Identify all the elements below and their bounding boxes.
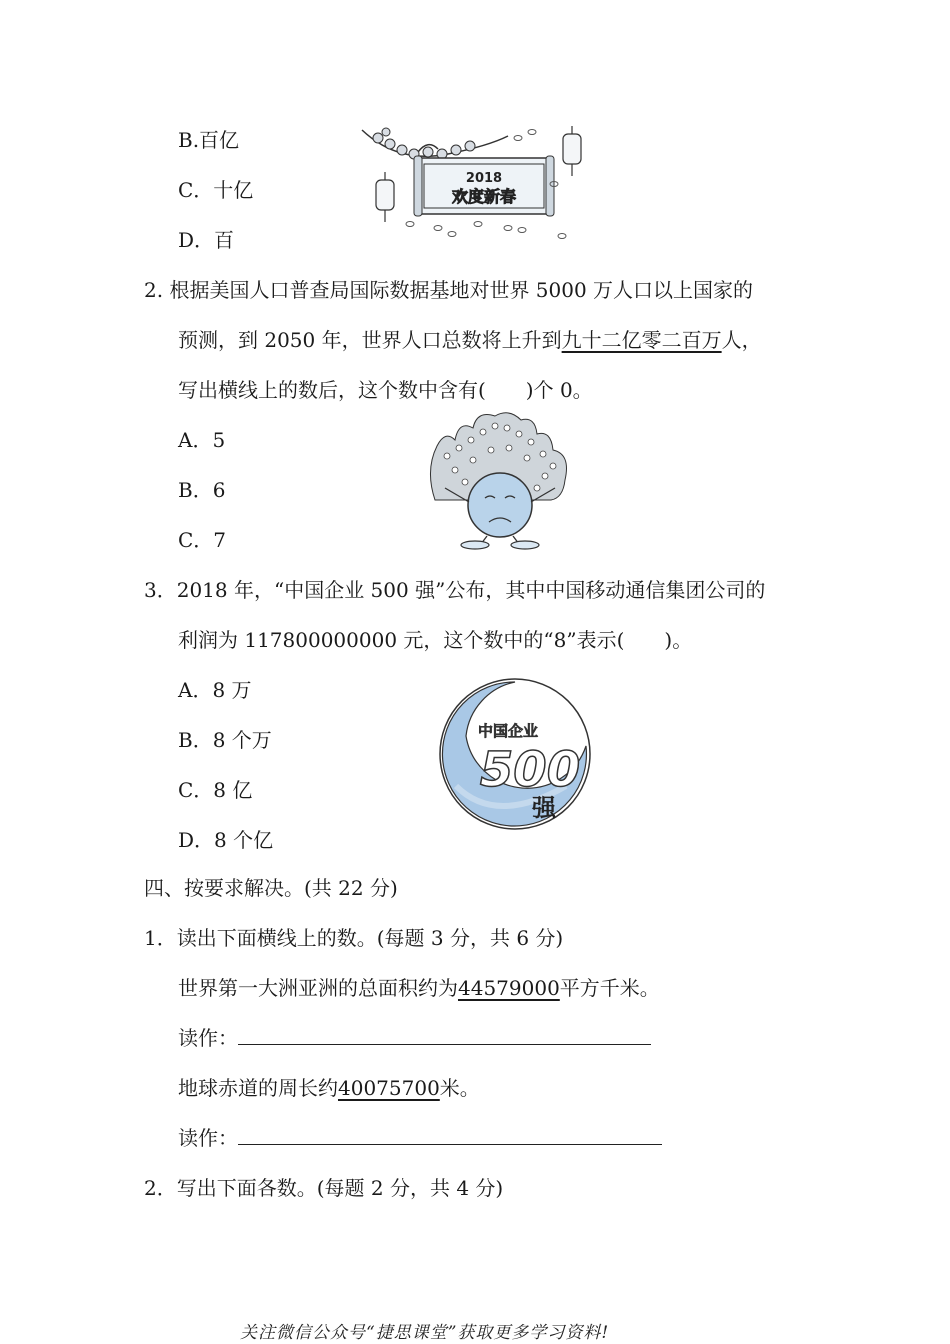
section-4-q2-title: 2．写出下面各数。(每题 2 分，共 4 分): [144, 1176, 504, 1200]
answer-line-1: [178, 1024, 651, 1052]
section-4-q1-title: 1．读出下面横线上的数。(每题 3 分，共 6 分): [144, 926, 564, 950]
read-label: 读作：: [178, 1126, 238, 1150]
badge-bottom-text: 强: [532, 794, 556, 822]
q2-line-3: 写出横线上的数后，这个数中含有( )个 0。: [178, 378, 593, 402]
q2-line-2-end: 人，: [721, 328, 762, 352]
q1-a-unit: 平方千米。: [559, 976, 660, 1000]
option-c: C．十亿: [178, 178, 254, 202]
q3-option-c: C．8 亿: [178, 778, 253, 802]
banner-text: 欢度新春: [451, 187, 517, 206]
section-4-q1-a: [178, 974, 660, 1002]
banner-year: 2018: [465, 171, 503, 186]
q3-line-2: 利润为 117800000000 元，这个数中的“8”表示( )。: [178, 628, 693, 652]
q2-underlined-number: 九十二亿零二百万: [561, 328, 722, 352]
new-year-banner-illustration: [358, 124, 588, 246]
top-500-badge: [436, 676, 594, 832]
read-label: 读作：: [178, 1026, 238, 1050]
q2-option-a: A．5: [178, 428, 226, 452]
q1-b-number: 40075700: [338, 1076, 440, 1100]
q1-a-number: 44579000: [458, 976, 560, 1000]
option-d: D．百: [178, 228, 235, 252]
q2-option-c: C．7: [178, 528, 227, 552]
section-4-title: 四、按要求解决。(共 22 分): [144, 876, 398, 900]
q2-line-2-text: 预测，到 2050 年，世界人口总数将上升到: [178, 328, 562, 352]
crowded-earth-illustration: [425, 410, 575, 550]
footer-note: 关注微信公众号“捷思课堂”获取更多学习资料!: [240, 1323, 610, 1343]
q2-line-1: 2. 根据美国人口普查局国际数据基地对世界 5000 万人口以上国家的: [144, 278, 754, 302]
answer-line-2: [178, 1124, 662, 1152]
q1-a-text: 世界第一大洲亚洲的总面积约为: [178, 976, 458, 1000]
badge-top-text: 中国企业: [477, 722, 539, 740]
q3-option-b: B．8 个万: [178, 728, 272, 752]
badge-number: 500: [479, 742, 581, 798]
q1-b-unit: 米。: [439, 1076, 480, 1100]
q3-line-1: 3．2018 年，“中国企业 500 强”公布，其中中国移动通信集团公司的: [144, 578, 766, 602]
q2-option-b: B．6: [178, 478, 226, 502]
option-b: B.百亿: [178, 128, 240, 152]
q3-option-a: A．8 万: [178, 678, 252, 702]
answer-blank-1[interactable]: [238, 1024, 651, 1045]
section-4-q1-b: [178, 1074, 480, 1102]
q1-b-text: 地球赤道的周长约: [178, 1076, 338, 1100]
q3-option-d: D．8 个亿: [178, 828, 274, 852]
answer-blank-2[interactable]: [238, 1124, 662, 1145]
q2-line-2: [178, 326, 762, 354]
